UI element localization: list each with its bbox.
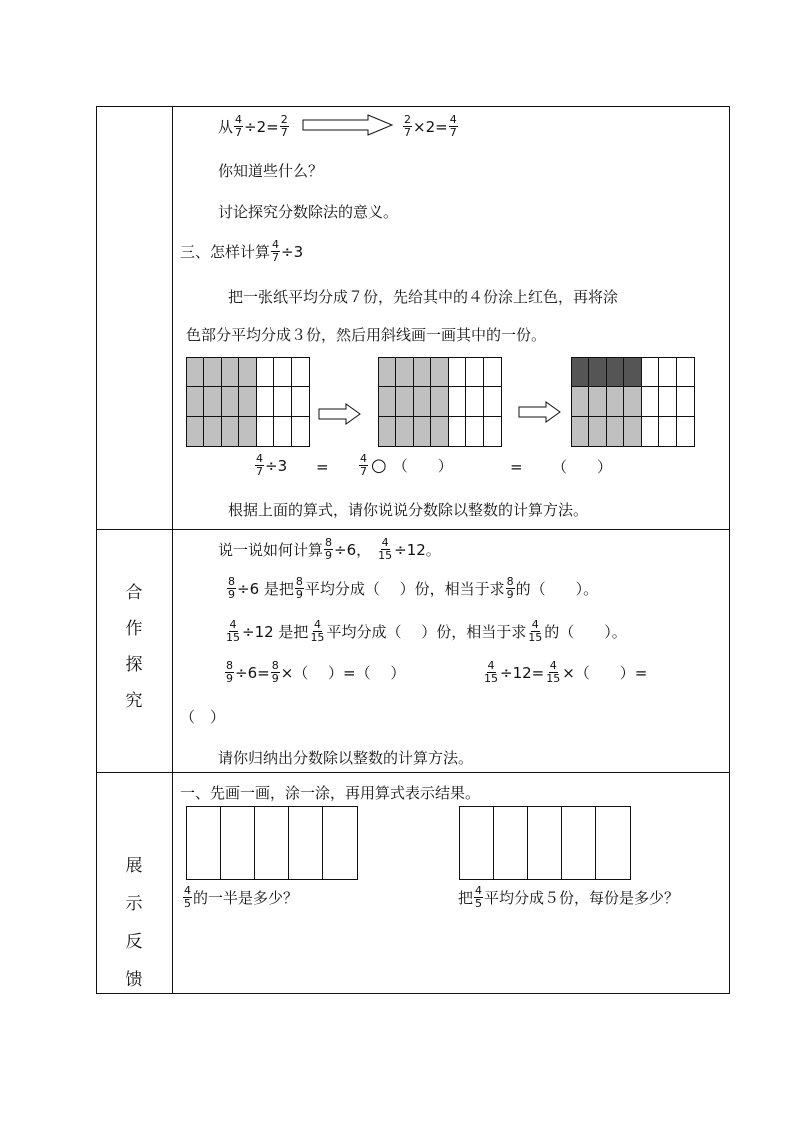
grid-cell: [222, 358, 239, 387]
grid-cell: [642, 358, 659, 387]
grid-cell: [466, 417, 483, 446]
row-divider-1: [96, 529, 729, 530]
fraction: $\frac{8}{9}$: [228, 575, 235, 601]
fraction: $\frac{8}{9}$: [325, 536, 333, 562]
feedback-title: 一、先画一画，涂一涂，再用算式表示结果。: [180, 784, 481, 802]
grid-cell: [222, 417, 239, 446]
grid-cell: [484, 387, 501, 416]
grid-cell: [642, 387, 659, 416]
grid-cell: [449, 387, 466, 416]
grid-cell: [431, 417, 448, 446]
grid-cell: [572, 387, 589, 416]
operator-text: ÷2=: [244, 117, 279, 136]
fraction: $\frac{2}{7}$: [404, 113, 411, 139]
grid-cell: [466, 358, 483, 387]
grid-cell: [274, 417, 291, 446]
grid-cell: [484, 358, 501, 387]
paper-diagram-3: [571, 357, 695, 447]
fraction: $\frac{4}{15}$: [378, 536, 393, 562]
grid-cell: [589, 387, 606, 416]
feedback-question-2: 把 $\frac{4}{5}$ 平均分成５份，每份是多少？: [458, 884, 680, 910]
feedback-question-1: $\frac{4}{5}$ 的一半是多少？: [184, 884, 299, 910]
conclusion-text: 根据上面的算式，请你说说分数除以整数的计算方法。: [228, 501, 589, 519]
table-left-border: [96, 106, 97, 994]
grid-cell: [289, 807, 323, 879]
grid-cell: [659, 358, 676, 387]
table-right-border: [729, 106, 730, 994]
from-text: 从: [218, 117, 234, 136]
fraction: $\frac{4}{7}$: [256, 452, 263, 478]
drawing-box-2: [459, 806, 631, 880]
fraction: $\frac{4}{15}$: [226, 618, 240, 644]
grid-cell: [292, 358, 309, 387]
grid-cell: [484, 417, 501, 446]
grid-cell: [187, 417, 204, 446]
grid-cell: [396, 358, 413, 387]
coop-line-3: $\frac{4}{15}$ ÷12 是把 $\frac{4}{15}$ 平均分成（ ）份，相当于求 $\frac{4}{15}$ 的（ ）。: [226, 618, 627, 644]
section-3-title: 三、怎样计算 $\frac{4}{7}$ ÷3: [180, 238, 304, 264]
fraction: $\frac{4}{7}$: [449, 113, 457, 139]
grid-cell: [460, 807, 494, 879]
drawing-box-1: [186, 806, 358, 880]
grid-cell: [239, 387, 256, 416]
circle-blank: ○: [371, 454, 387, 476]
fraction: $\frac{4}{15}$: [484, 659, 498, 685]
grid-cell: [292, 387, 309, 416]
fraction: $\frac{8}{9}$: [226, 659, 233, 685]
equals-sign: =: [510, 458, 523, 476]
paper-diagram-1: [186, 357, 310, 447]
grid-cell: [239, 358, 256, 387]
fraction: $\frac{4}{7}$: [235, 113, 243, 139]
grid-cell: [187, 807, 221, 879]
coop-line-2: $\frac{8}{9}$ ÷6 是把 $\frac{8}{9}$ 平均分成（ ）份，相当于求 $\frac{8}{9}$ 的（ ）。: [228, 575, 599, 601]
grid-cell: [528, 807, 562, 879]
grid-cell: [255, 807, 289, 879]
paragraph-line-2: 色部分平均分成３份，然后用斜线画一画其中的一份。: [186, 326, 547, 344]
grid-cell: [677, 358, 694, 387]
fraction: $\frac{4}{7}$: [360, 452, 367, 478]
blank-paren: （ ）: [180, 708, 226, 726]
equation-part: [358, 453, 453, 478]
fraction: $\frac{4}{7}$: [272, 238, 280, 264]
grid-cell: [659, 387, 676, 416]
coop-line-4a: $\frac{8}{9}$ ÷6= $\frac{8}{9}$ ×（ ）=（ ）: [226, 659, 406, 685]
grid-cell: [589, 417, 606, 446]
line-example-right: [402, 114, 459, 139]
fraction: $\frac{2}{7}$: [280, 113, 288, 139]
paragraph-line-1: 把一张纸平均分成７份，先给其中的４份涂上红色，再将涂: [228, 288, 619, 306]
grid-cell: [677, 417, 694, 446]
column-divider: [172, 106, 173, 994]
grid-cell: [562, 807, 596, 879]
grid-cell: [396, 417, 413, 446]
grid-cell: [204, 387, 221, 416]
grid-cell: [449, 358, 466, 387]
grid-cell: [596, 807, 630, 879]
grid-cell: [466, 387, 483, 416]
grid-cell: [323, 807, 357, 879]
grid-cell: [589, 358, 606, 387]
grid-cell: [379, 358, 396, 387]
fraction: $\frac{8}{9}$: [271, 659, 279, 685]
grid-cell: [414, 358, 431, 387]
coop-line-1: 说一说如何计算 $\frac{8}{9}$ ÷6， $\frac{4}{15}$ ÷12。: [218, 536, 441, 562]
grid-cell: [257, 417, 274, 446]
fraction: $\frac{4}{5}$: [475, 884, 483, 910]
blank-paren: （ ）: [552, 458, 613, 476]
grid-cell: [642, 417, 659, 446]
right-arrow-icon: [302, 114, 394, 136]
table-top-border: [96, 106, 729, 107]
fraction: $\frac{8}{9}$: [506, 575, 514, 601]
grid-cell: [257, 387, 274, 416]
grid-cell: [379, 417, 396, 446]
grid-cell: [572, 417, 589, 446]
grid-cell: [414, 387, 431, 416]
grid-cell: [204, 358, 221, 387]
grid-cell: [414, 417, 431, 446]
right-arrow-icon: [318, 403, 362, 425]
coop-summary: 请你归纳出分数除以整数的计算方法。: [218, 749, 474, 767]
grid-cell: [274, 358, 291, 387]
grid-cell: [292, 417, 309, 446]
grid-cell: [624, 417, 641, 446]
grid-cell: [494, 807, 528, 879]
equals-sign: =: [316, 458, 329, 476]
coop-line-4b: $\frac{4}{15}$ ÷12= $\frac{4}{15}$ ×（ ）=: [484, 659, 648, 685]
grid-cell: [187, 358, 204, 387]
fraction: $\frac{8}{9}$: [295, 575, 303, 601]
grid-cell: [431, 358, 448, 387]
equation-row: $\frac{4}{7}$ ÷3: [256, 452, 288, 478]
grid-cell: [239, 417, 256, 446]
grid-cell: [659, 417, 676, 446]
right-arrow-icon: [518, 401, 562, 423]
grid-cell: [677, 387, 694, 416]
question-2: 讨论探究分数除法的意义。: [218, 203, 399, 221]
paper-diagram-2: [378, 357, 502, 447]
question-1: 你知道些什么？: [218, 162, 324, 180]
grid-cell: [379, 387, 396, 416]
table-bottom-border: [96, 993, 729, 994]
grid-cell: [607, 387, 624, 416]
grid-cell: [221, 807, 255, 879]
fraction: $\frac{4}{15}$: [310, 618, 325, 644]
grid-cell: [187, 387, 204, 416]
grid-cell: [449, 417, 466, 446]
fraction: $\frac{4}{5}$: [184, 884, 191, 910]
grid-cell: [396, 387, 413, 416]
grid-cell: [431, 387, 448, 416]
grid-cell: [257, 358, 274, 387]
grid-cell: [222, 387, 239, 416]
grid-cell: [572, 358, 589, 387]
grid-cell: [624, 358, 641, 387]
fraction: $\frac{4}{15}$: [546, 659, 561, 685]
grid-cell: [274, 387, 291, 416]
grid-cell: [204, 417, 221, 446]
blank-paren: （ ）: [392, 456, 453, 475]
grid-cell: [624, 387, 641, 416]
grid-cell: [607, 417, 624, 446]
grid-cell: [607, 358, 624, 387]
row-divider-2: [96, 772, 729, 773]
operator-text: ×2=: [413, 117, 448, 136]
fraction: $\frac{4}{15}$: [528, 618, 543, 644]
line-example: [218, 114, 290, 139]
